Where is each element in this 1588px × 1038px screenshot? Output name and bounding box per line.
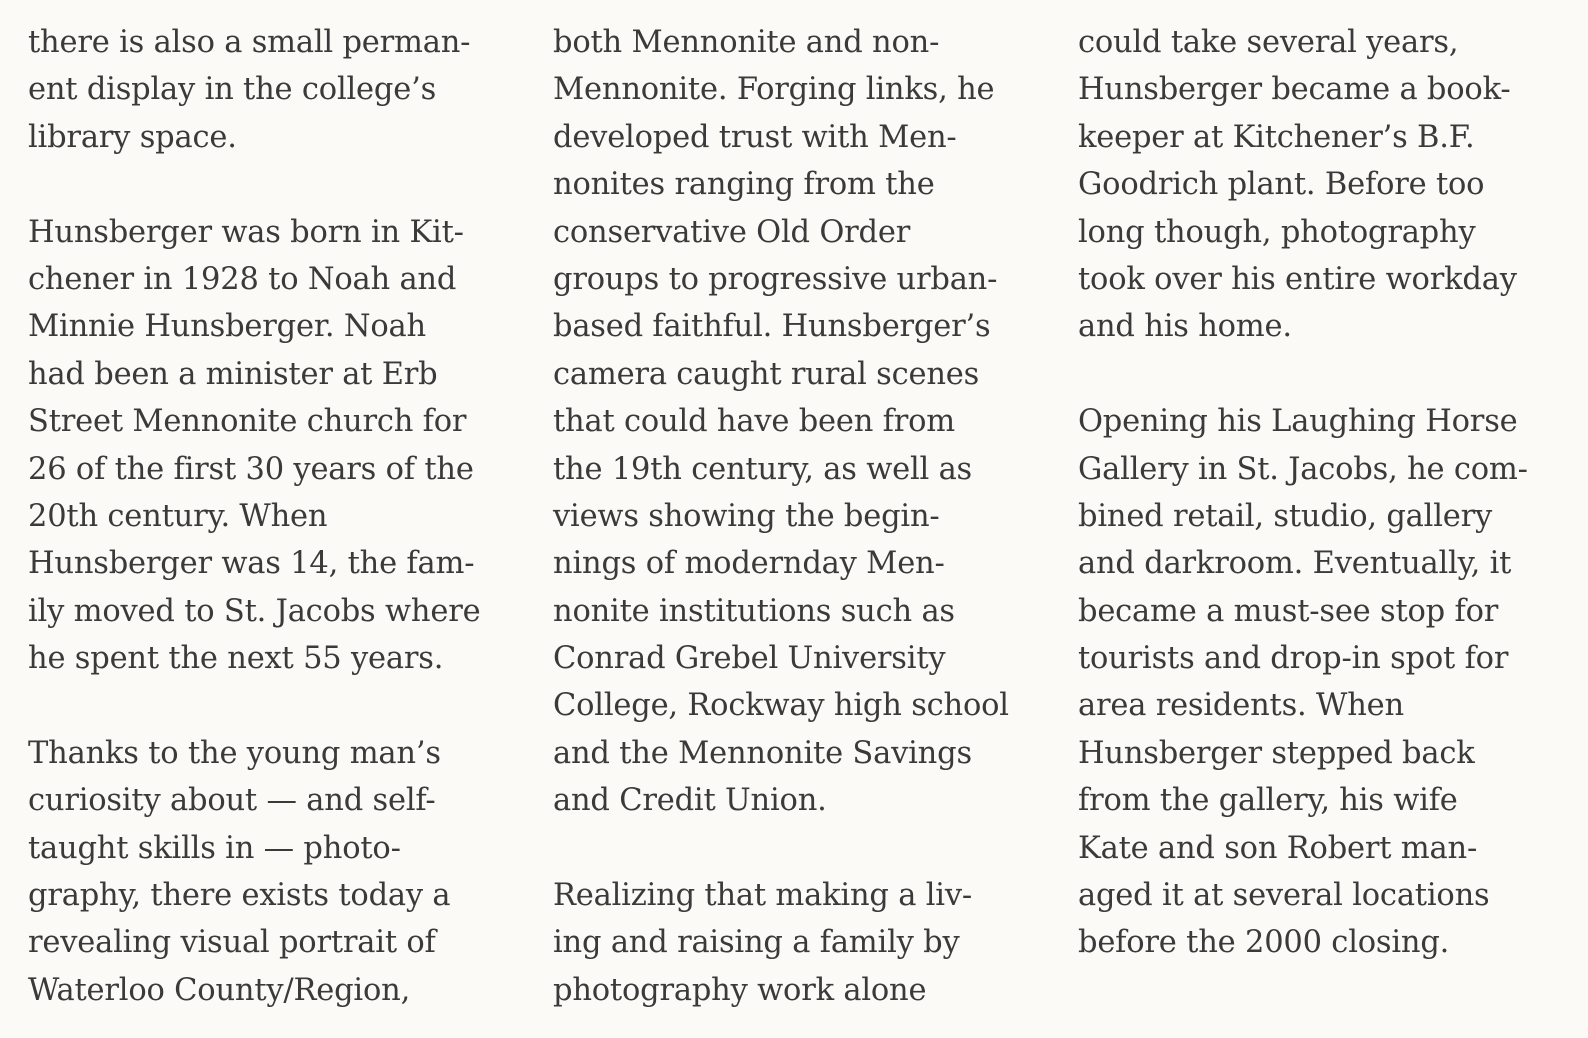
text-column-3 (1078, 19, 1578, 967)
text-line: Hunsberger was 14, the fam- (28, 546, 475, 582)
paragraph-gap (28, 682, 528, 729)
text-line: 26 of the first 30 years of the (28, 451, 474, 487)
text-line: Waterloo County/Region, (28, 972, 411, 1008)
text-line: library space. (28, 119, 237, 155)
text-line: there is also a small perman- (28, 25, 471, 60)
text-line: Opening his Laughing Horse (1078, 404, 1518, 440)
text-line: Hunsberger was born in Kit- (28, 214, 464, 250)
text-line: ily moved to St. Jacobs where (28, 593, 481, 629)
text-line: camera caught rural scenes (553, 356, 980, 392)
text-line: nonite institutions such as (553, 593, 955, 629)
text-line: had been a minister at Erb (28, 356, 438, 392)
text-line: Conrad Grebel University (553, 641, 946, 677)
text-line: and Credit Union. (553, 783, 827, 819)
text-column-1 (28, 19, 528, 1014)
text-line: keeper at Kitchener’s B.F. (1078, 119, 1475, 155)
text-line: became a must-see stop for (1078, 593, 1499, 629)
text-line: 20th century. When (28, 498, 328, 534)
text-line: Gallery in St. Jacobs, he com- (1078, 451, 1528, 487)
text-line: views showing the begin- (553, 498, 940, 534)
text-line: both Mennonite and non- (553, 25, 940, 60)
text-line: based faithful. Hunsberger’s (553, 309, 991, 345)
text-line: conservative Old Order (553, 214, 911, 250)
text-line: curiosity about — and self- (28, 783, 436, 819)
text-line: Mennonite. Forging links, he (553, 72, 995, 108)
text-line: nings of modernday Men- (553, 546, 945, 582)
text-line: Hunsberger became a book- (1078, 72, 1511, 108)
text-line: long though, photography (1078, 214, 1476, 250)
text-line: that could have been from (553, 404, 956, 440)
text-line: ing and raising a family by (553, 925, 960, 961)
text-line: developed trust with Men- (553, 119, 957, 155)
text-line: Street Mennonite church for (28, 404, 467, 440)
text-line: tourists and drop-in spot for (1078, 641, 1509, 677)
text-line: bined retail, studio, gallery (1078, 498, 1493, 534)
text-line: ent display in the college’s (28, 72, 437, 108)
text-line: groups to progressive urban- (553, 261, 998, 297)
text-line: and darkroom. Eventually, it (1078, 546, 1512, 582)
text-line: Realizing that making a liv- (553, 878, 972, 914)
text-column-2 (553, 19, 1053, 1014)
text-line: he spent the next 55 years. (28, 641, 444, 677)
paragraph-gap (1078, 351, 1578, 398)
paragraph-gap (28, 161, 528, 208)
text-line: College, Rockway high school (553, 688, 1009, 724)
text-line: Goodrich plant. Before too (1078, 167, 1485, 203)
text-line: revealing visual portrait of (28, 925, 436, 961)
text-line: before the 2000 closing. (1078, 925, 1450, 961)
text-line: Kate and son Robert man- (1078, 830, 1478, 866)
text-line: graphy, there exists today a (28, 878, 451, 914)
text-line: chener in 1928 to Noah and (28, 261, 457, 297)
text-line: from the gallery, his wife (1078, 783, 1458, 819)
text-line: and his home. (1078, 309, 1292, 345)
text-line: and the Mennonite Savings (553, 735, 972, 771)
text-line: took over his entire workday (1078, 261, 1517, 297)
text-line: could take several years, (1078, 25, 1459, 60)
text-line: taught skills in — photo- (28, 830, 401, 866)
text-line: area residents. When (1078, 688, 1404, 724)
text-line: photography work alone (553, 972, 927, 1008)
text-line: Minnie Hunsberger. Noah (28, 309, 426, 345)
text-line: Hunsberger stepped back (1078, 735, 1475, 771)
text-line: Thanks to the young man’s (28, 735, 441, 771)
paragraph-gap (553, 825, 1053, 872)
text-line: aged it at several locations (1078, 878, 1490, 914)
text-line: nonites ranging from the (553, 167, 935, 203)
text-line: the 19th century, as well as (553, 451, 973, 487)
